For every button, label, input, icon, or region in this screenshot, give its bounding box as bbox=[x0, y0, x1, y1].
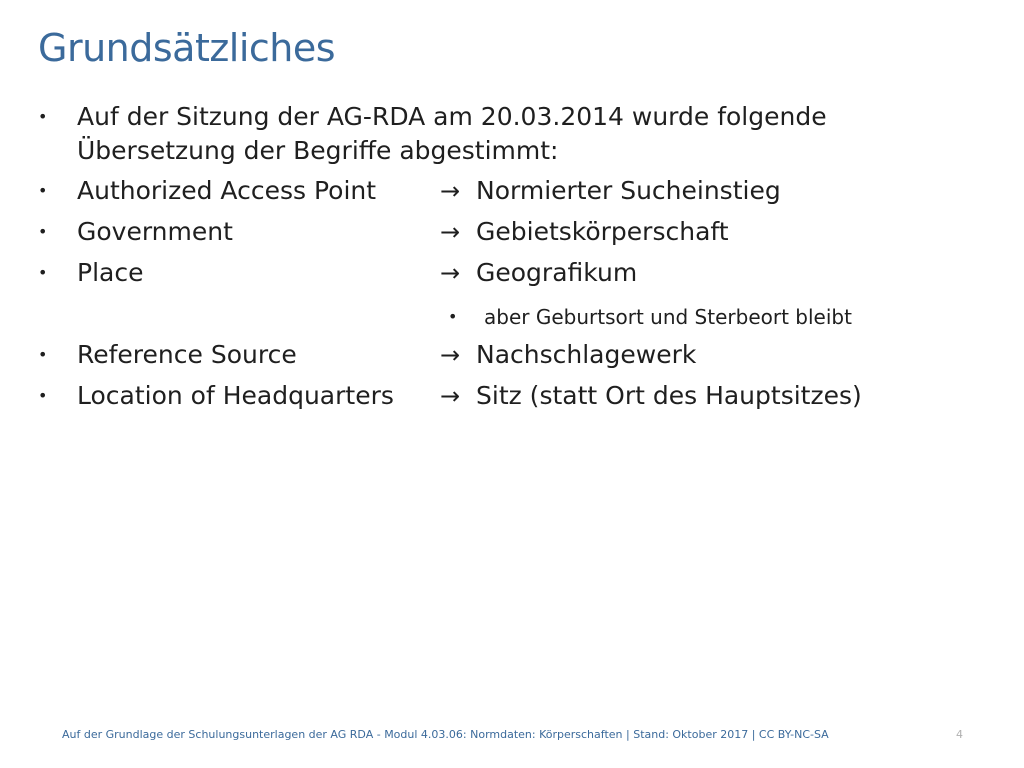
arrow-right-icon: → bbox=[440, 177, 461, 205]
slide-title: Grundsätzliches bbox=[38, 26, 336, 70]
arrow-right-icon: → bbox=[440, 382, 461, 410]
bullet-icon: • bbox=[38, 263, 48, 282]
bullet-icon: • bbox=[448, 307, 458, 326]
arrow-right-icon: → bbox=[440, 218, 461, 246]
bullet-icon: • bbox=[38, 107, 48, 126]
term-translation bbox=[440, 174, 781, 208]
term-german: Gebietskörperschaft bbox=[476, 217, 729, 246]
term-translation bbox=[440, 215, 729, 249]
bullet-icon: • bbox=[38, 345, 48, 364]
intro-text: Auf der Sitzung der AG-RDA am 20.03.2014 wurde folgende Übersetzung der Begriffe abgestimmt: bbox=[77, 102, 827, 165]
term-german: Nachschlagewerk bbox=[476, 340, 697, 369]
term-translation bbox=[440, 338, 696, 372]
term-english: Place bbox=[77, 258, 144, 287]
term-english: Reference Source bbox=[77, 340, 297, 369]
arrow-right-icon: → bbox=[440, 259, 461, 287]
term-german: Normierter Sucheinstieg bbox=[476, 176, 781, 205]
term-english: Government bbox=[77, 217, 233, 246]
term-german: Sitz (statt Ort des Hauptsitzes) bbox=[476, 381, 862, 410]
bullet-icon: • bbox=[38, 181, 48, 200]
arrow-right-icon: → bbox=[440, 341, 461, 369]
bullet-icon: • bbox=[38, 222, 48, 241]
footer-text: Auf der Grundlage der Schulungsunterlagen der AG RDA - Modul 4.03.06: Normdaten: Körperschaften | Stand: Oktober 2017 | CC BY-NC-SA bbox=[62, 728, 829, 741]
bullet-icon: • bbox=[38, 386, 48, 405]
term-english: Authorized Access Point bbox=[77, 176, 377, 205]
page-number: 4 bbox=[956, 728, 963, 741]
term-german: Geografikum bbox=[476, 258, 638, 287]
sub-note: aber Geburtsort und Sterbeort bleibt bbox=[484, 305, 852, 329]
term-english: Location of Headquarters bbox=[77, 381, 394, 410]
term-translation bbox=[440, 256, 637, 290]
term-translation bbox=[440, 379, 862, 413]
